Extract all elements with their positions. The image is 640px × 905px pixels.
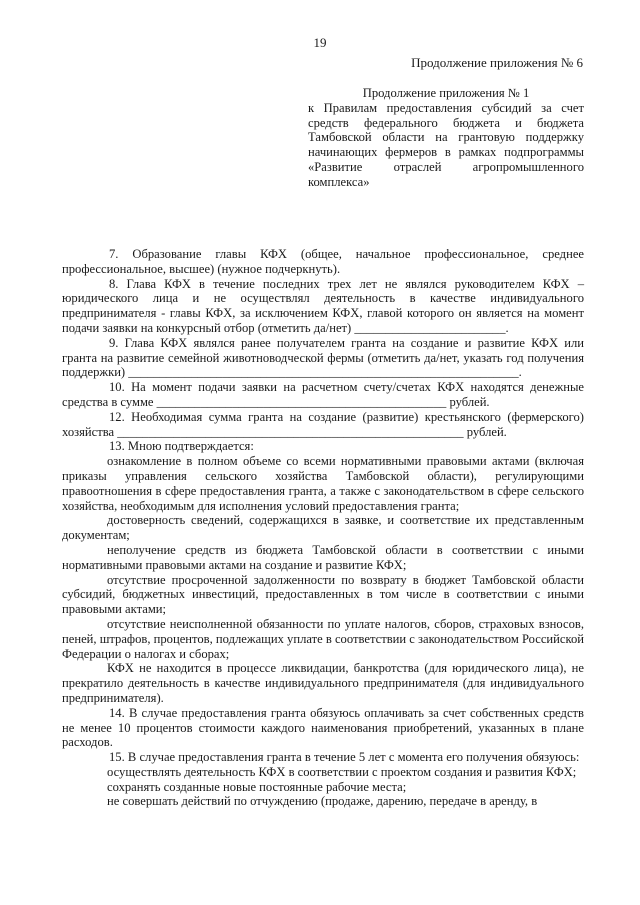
paragraph-9: 9. Глава КФХ являлся ранее получателем гранта на создание и развитие КФХ или гранта на развитие семейной животноводческой фермы (отметить да/нет, указать год получения поддержки) ______________________________________________________________. xyxy=(62,335,584,380)
appendix-title: Продолжение приложения № 1 xyxy=(362,86,530,100)
list-item: отсутствие просроченной задолженности по возврату в бюджет Тамбовской области субсидий, бюджетных инвестиций, предоставленных в том числе в соответствии с иными правовыми актами; xyxy=(62,572,584,617)
appendix-line: Тамбовской области на грантовую поддержку xyxy=(308,130,584,145)
appendix-line: средств федерального бюджета и бюджета xyxy=(308,115,584,130)
paragraph-14: 14. В случае предоставления гранта обязуюсь оплачивать за счет собственных средств не менее 10 процентов стоимости каждого наименования приобретений, указанных в плане расходов. xyxy=(62,705,584,750)
list-item: КФХ не находится в процессе ликвидации, банкротства (для юридического лица), не прекратило деятельность в качестве индивидуального предпринимателя (для индивидуального предпринимателя). xyxy=(62,661,584,705)
paragraph-15: 15. В случае предоставления гранта в течение 5 лет с момента его получения обязуюсь: xyxy=(109,750,580,765)
list-item: осуществлять деятельность КФХ в соответствии с проектом создания и развития КФХ; xyxy=(107,764,577,779)
appendix-line: комплекса» xyxy=(308,174,370,189)
paragraph-10: 10. На момент подачи заявки на расчетном счету/счетах КФХ находятся денежные средства в сумме ______________________________________________ рублей. xyxy=(62,380,584,409)
list-item: ознакомление в полном объеме со всеми нормативными правовыми актами (включая приказы управления сельского хозяйства Тамбовской области), регулирующими правоотношения в сфере предоставления гранта, а также с законодательством в сфере сельского хозяйства, необходимым для исполнения условий предоставления гранта; xyxy=(62,454,584,513)
paragraph-13: 13. Мною подтверждается: xyxy=(109,439,254,454)
paragraph-12: 12. Необходимая сумма гранта на создание (развитие) крестьянского (фермерского) хозяйства _______________________________________________________ рублей. xyxy=(62,409,584,439)
document-body xyxy=(62,247,584,809)
page-number: 19 xyxy=(313,35,327,50)
header-continuation: Продолжение приложения № 6 xyxy=(411,55,583,70)
list-item: сохранять созданные новые постоянные рабочие места; xyxy=(107,779,407,794)
appendix-block xyxy=(308,86,584,190)
list-item: неполучение средств из бюджета Тамбовской области в соответствии с иными нормативными правовыми актами на создание и развитие КФХ; xyxy=(62,542,584,572)
paragraph-7: 7. Образование главы КФХ (общее, начальное профессиональное, среднее профессиональное, высшее) (нужное подчеркнуть). xyxy=(62,247,584,276)
paragraph-8: 8. Глава КФХ в течение последних трех лет не являлся руководителем КФХ – юридического лица и не осуществлял деятельность в качестве индивидуального предпринимателя - главы КФХ, за исключением КФХ, главой которого он является на момент подачи заявки на конкурсный отбор (отметить да/нет) ________________________. xyxy=(62,276,584,335)
list-item: достоверность сведений, содержащихся в заявке, и соответствие их представленным документам; xyxy=(62,513,584,543)
appendix-line: к Правилам предоставления субсидий за счет xyxy=(308,100,584,115)
appendix-line: «Развитие отраслей агропромышленного xyxy=(308,159,584,174)
list-item: отсутствие неисполненной обязанности по уплате налогов, сборов, страховых взносов, пеней, штрафов, процентов, подлежащих уплате в соответствии с законодательством Российской Федерации о налогах и сборах; xyxy=(62,616,585,661)
list-item: не совершать действий по отчуждению (продаже, дарению, передаче в аренду, в xyxy=(107,794,538,809)
appendix-line: начинающих фермеров в рамках подпрограммы xyxy=(308,145,584,160)
